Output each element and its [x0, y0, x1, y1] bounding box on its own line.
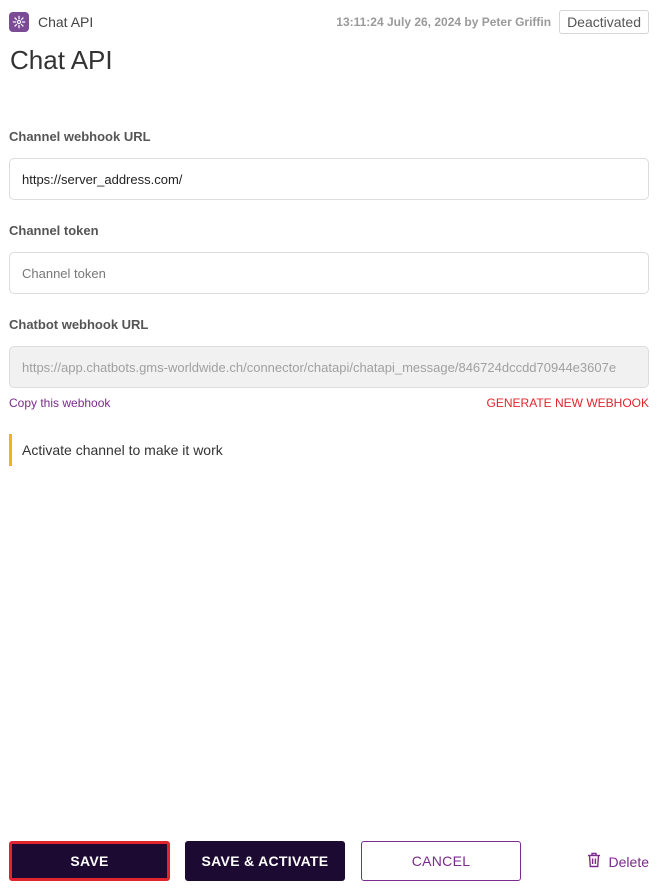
save-button[interactable]: SAVE	[9, 841, 170, 881]
webhook-url-input[interactable]	[9, 158, 649, 200]
delete-label: Delete	[608, 853, 649, 870]
header-bar	[9, 10, 649, 34]
chatbot-webhook-field: https://app.chatbots.gms-worldwide.ch/connector/chatapi/chatapi_message/846724dccdd70944e3607e	[9, 346, 649, 388]
last-modified-meta: 13:11:24 July 26, 2024 by Peter Griffin	[336, 15, 552, 29]
copy-webhook-link[interactable]: Copy this webhook	[9, 396, 111, 410]
delete-button[interactable]	[587, 852, 649, 871]
header-meta-group	[336, 10, 649, 34]
status-badge: Deactivated	[559, 10, 649, 34]
gear-flower-icon	[9, 12, 29, 32]
chatbot-webhook-label: Chatbot webhook URL	[9, 317, 149, 332]
notice-text: Activate channel to make it work	[22, 442, 223, 458]
page-title: Chat API	[10, 45, 113, 75]
webhook-url-label: Channel webhook URL	[9, 129, 151, 144]
app-name: Chat API	[38, 14, 94, 30]
activation-notice	[9, 434, 649, 466]
generate-webhook-link[interactable]: GENERATE NEW WEBHOOK	[486, 396, 649, 410]
cancel-button[interactable]: CANCEL	[361, 841, 521, 881]
channel-token-input[interactable]	[9, 252, 649, 294]
save-activate-button[interactable]: SAVE & ACTIVATE	[185, 841, 345, 881]
channel-token-label: Channel token	[9, 223, 99, 238]
trash-icon	[587, 852, 609, 871]
